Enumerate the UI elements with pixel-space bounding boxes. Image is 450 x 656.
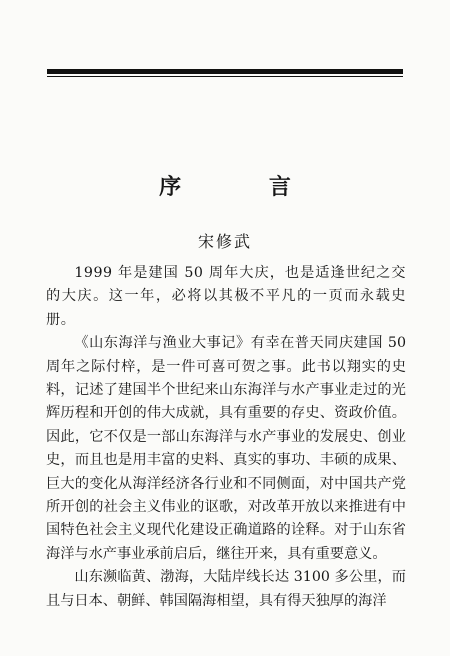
- page-title: 序 言: [159, 174, 331, 200]
- paragraph: 1999 年是建国 50 周年大庆，也是适逢世纪之交的大庆。这一年，必将以其极不平凡的一页而永载史册。: [46, 265, 406, 328]
- paragraph: 《山东海洋与渔业大事记》有幸在普天同庆建国 50 周年之际付梓，是一件可喜可贺之事。此书以翔实的史料，记述了建国半个世纪来山东海洋与水产事业走过的光辉历程和开创的伟大成就，具有重要的存史、资政价值。因此，它不仅是一部山东海洋与水产事业的发展史、创业史，而且也是用丰富的史料、真实的事功、丰硕的成果、巨大的变化从海洋经济各行业和不同侧面，对中国共产党所开创的社会主义伟业的讴歌，对改革开放以来推进有中国特色社会主义现代化建设正确道路的诠释。对于山东省海洋与水产事业承前启后，继往开来，具有重要意义。: [46, 335, 406, 562]
- body-text: [46, 262, 406, 613]
- author-name: 宋修武: [197, 232, 252, 251]
- header-rule-thick: [47, 69, 403, 74]
- paragraph: 山东濒临黄、渤海，大陆岸线长达 3100 多公里，而且与日本、朝鲜、韩国隔海相望，具有得天独厚的海洋: [46, 569, 406, 609]
- header-rule-thin: [47, 76, 403, 77]
